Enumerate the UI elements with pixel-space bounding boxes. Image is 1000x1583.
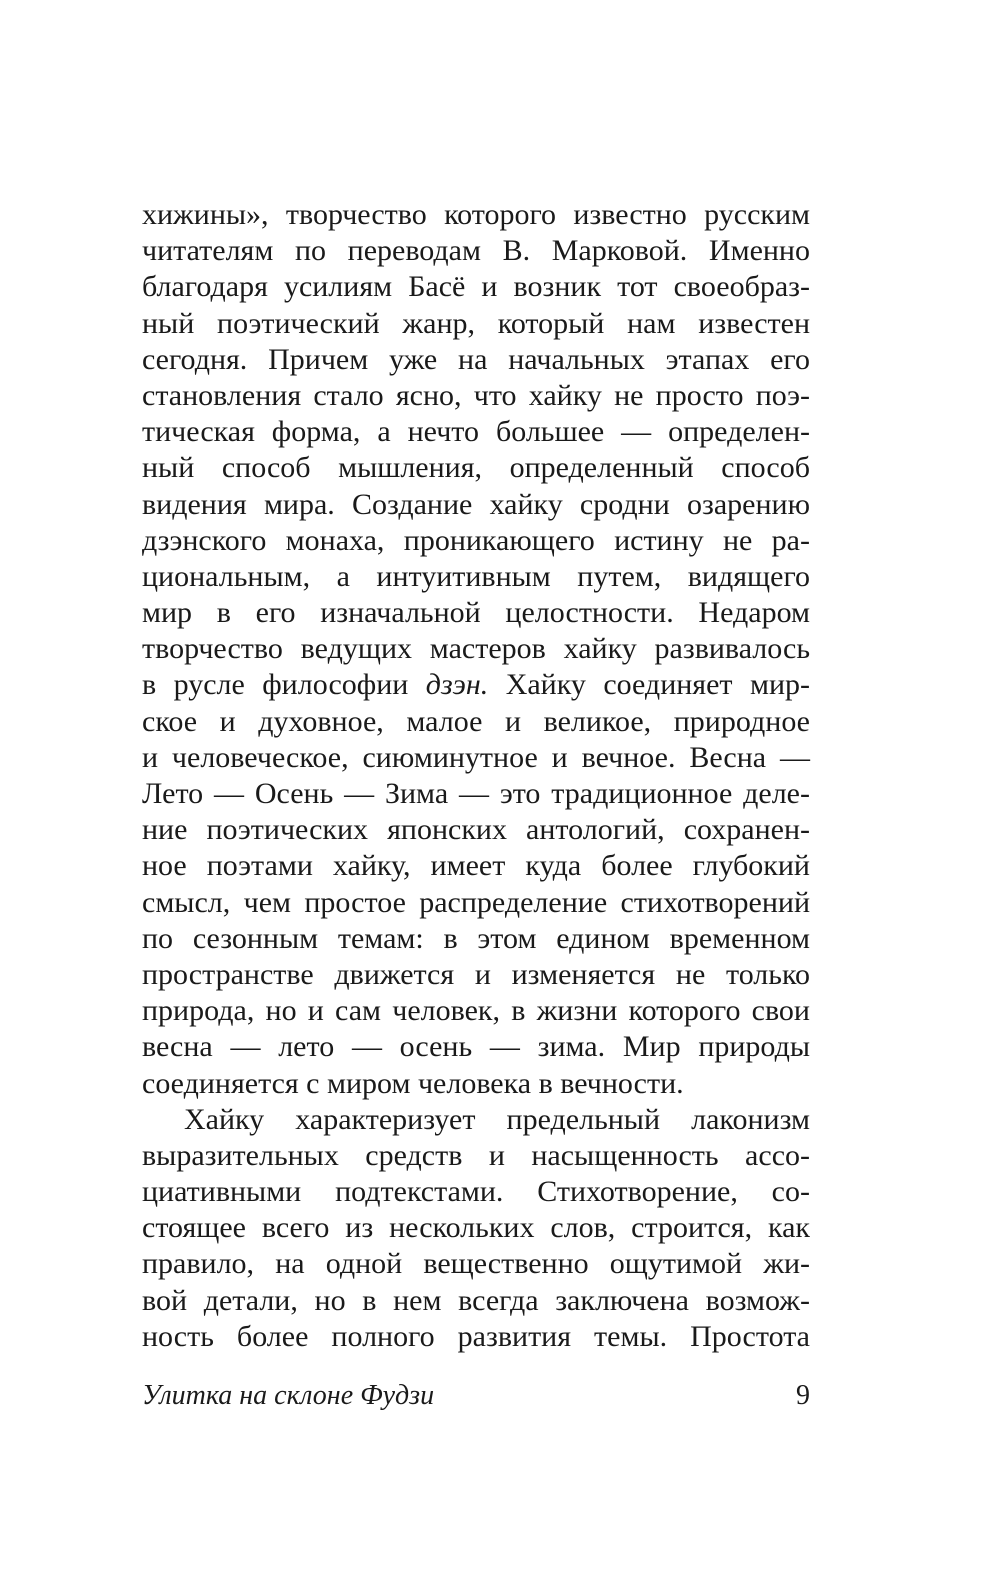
text-line: ное поэтами хайку, имеет куда более глубокий [142, 849, 810, 883]
text-line: стоящее всего из нескольких слов, строится, как [142, 1211, 810, 1245]
running-footer-title: Улитка на склоне Фудзи [142, 1380, 435, 1411]
text-run: в русле философии [142, 668, 426, 702]
text-line: благодаря усилиям Басё и возник тот своеобраз- [142, 270, 810, 304]
text-line: ный поэтический жанр, который нам известен [142, 306, 810, 340]
text-line: циативными подтекстами. Стихотворение, со- [142, 1175, 810, 1209]
text-line: и человеческое, сиюминутное и вечное. Весна — [142, 740, 810, 774]
text-line [142, 667, 810, 703]
body-text [142, 197, 810, 1355]
italic-term: дзэн. [425, 668, 489, 702]
text-line: тическая форма, а нечто большее — определен- [142, 415, 810, 449]
text-line: Хайку характеризует предельный лаконизм [184, 1102, 810, 1136]
text-line: ское и духовное, малое и великое, природное [142, 704, 810, 738]
text-line: правило, на одной вещественно ощутимой жи- [142, 1247, 810, 1281]
text-line: соединяется с миром человека в вечности. [142, 1066, 684, 1100]
text-line: ние поэтических японских антологий, сохранен- [142, 813, 810, 847]
text-line: циональным, а интуитивным путем, видящего [142, 559, 810, 593]
text-line: ный способ мышления, определенный способ [142, 451, 810, 485]
text-line: видения мира. Создание хайку сродни озарению [142, 487, 810, 521]
text-line: Лето — Осень — Зима — это традиционное деле- [142, 777, 810, 810]
text-line: природа, но и сам человек, в жизни которого свои [142, 994, 810, 1028]
text-line: ность более полного развития темы. Простота [142, 1319, 810, 1353]
text-line: дзэнского монаха, проникающего истину не ра- [142, 523, 810, 557]
text-line: весна — лето — осень — зима. Мир природы [142, 1030, 810, 1064]
text-line: сегодня. Причем уже на начальных этапах его [142, 342, 810, 376]
text-line: творчество ведущих мастеров хайку развивалось [142, 632, 810, 666]
text-line: выразительных средств и насыщенность ассо- [142, 1138, 810, 1172]
page-number: 9 [796, 1380, 810, 1411]
text-run: Хайку соединяет мир- [488, 668, 810, 702]
text-line: смысл, чем простое распределение стихотворений [142, 885, 810, 919]
text-line: по сезонным темам: в этом едином временном [142, 921, 810, 955]
text-line: становления стало ясно, что хайку не просто поэ- [142, 378, 810, 412]
text-line: пространстве движется и изменяется не только [142, 957, 810, 991]
text-line: читателям по переводам В. Марковой. Именно [142, 234, 810, 268]
text-line: мир в его изначальной целостности. Недаром [142, 596, 810, 630]
text-line: хижины», творчество которого известно русским [142, 198, 810, 231]
text-line: вой детали, но в нем всегда заключена возмож- [142, 1283, 810, 1317]
